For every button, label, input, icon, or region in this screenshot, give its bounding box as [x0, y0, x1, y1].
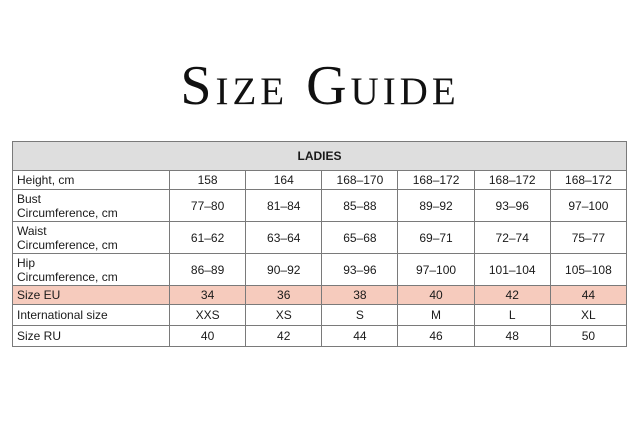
cell: 63–64	[246, 222, 322, 254]
row-label: Size EU	[13, 286, 170, 305]
cell: L	[474, 305, 550, 326]
cell: 40	[170, 326, 246, 347]
row-label: Hip Circumference, cm	[13, 254, 170, 286]
cell: 101–104	[474, 254, 550, 286]
row-hip	[13, 254, 627, 286]
cell: 34	[170, 286, 246, 305]
cell: 77–80	[170, 190, 246, 222]
cell: 69–71	[398, 222, 474, 254]
cell: 44	[322, 326, 398, 347]
cell: XXS	[170, 305, 246, 326]
row-label: Height, cm	[13, 171, 170, 190]
cell: 61–62	[170, 222, 246, 254]
cell: S	[322, 305, 398, 326]
table-banner: LADIES	[13, 142, 627, 171]
cell: 81–84	[246, 190, 322, 222]
cell: 40	[398, 286, 474, 305]
cell: 72–74	[474, 222, 550, 254]
cell: 75–77	[550, 222, 626, 254]
cell: 42	[246, 326, 322, 347]
row-size-ru	[13, 326, 627, 347]
row-waist	[13, 222, 627, 254]
cell: 86–89	[170, 254, 246, 286]
cell: 168–170	[322, 171, 398, 190]
cell: 44	[550, 286, 626, 305]
row-label: Bust Circumference, cm	[13, 190, 170, 222]
cell: 42	[474, 286, 550, 305]
cell: 93–96	[322, 254, 398, 286]
cell: 97–100	[550, 190, 626, 222]
row-label: Size RU	[13, 326, 170, 347]
row-label: International size	[13, 305, 170, 326]
size-table	[12, 141, 627, 347]
row-international-size	[13, 305, 627, 326]
cell: 164	[246, 171, 322, 190]
cell: 168–172	[474, 171, 550, 190]
cell: 48	[474, 326, 550, 347]
cell: 85–88	[322, 190, 398, 222]
cell: XL	[550, 305, 626, 326]
row-size-eu	[13, 286, 627, 305]
cell: 93–96	[474, 190, 550, 222]
cell: 168–172	[550, 171, 626, 190]
cell: 89–92	[398, 190, 474, 222]
row-bust	[13, 190, 627, 222]
cell: 65–68	[322, 222, 398, 254]
cell: 168–172	[398, 171, 474, 190]
row-height	[13, 171, 627, 190]
cell: M	[398, 305, 474, 326]
cell: 46	[398, 326, 474, 347]
page-title: Size Guide	[180, 55, 460, 117]
cell: 38	[322, 286, 398, 305]
cell: 105–108	[550, 254, 626, 286]
cell: 50	[550, 326, 626, 347]
row-label: Waist Circumference, cm	[13, 222, 170, 254]
cell: 36	[246, 286, 322, 305]
cell: 90–92	[246, 254, 322, 286]
cell: XS	[246, 305, 322, 326]
cell: 158	[170, 171, 246, 190]
cell: 97–100	[398, 254, 474, 286]
